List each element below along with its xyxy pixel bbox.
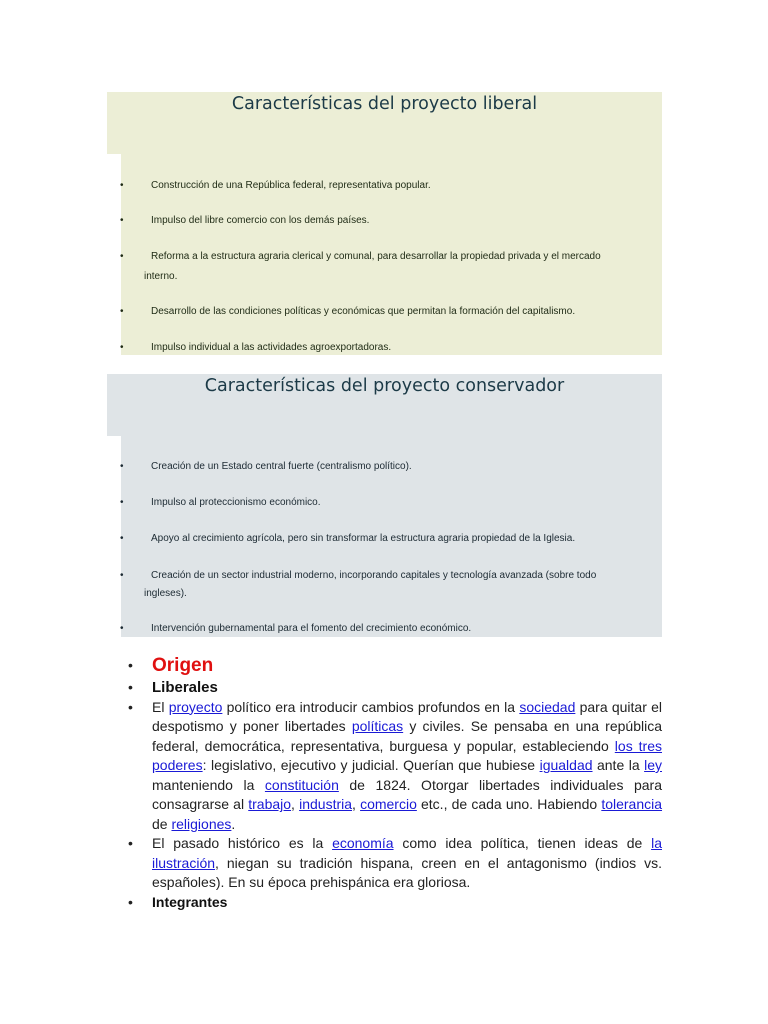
link-igualdad[interactable]: igualdad: [539, 757, 593, 773]
bullet: •: [120, 533, 124, 544]
bullet: •: [128, 657, 133, 673]
section-heading-origen: Origen: [152, 655, 214, 676]
list-item-continuation: interno.: [144, 271, 178, 282]
bullet: •: [128, 835, 133, 851]
link-economia[interactable]: economía: [332, 835, 394, 851]
bullet: •: [128, 698, 133, 715]
link-politicas[interactable]: políticas: [351, 718, 404, 734]
list-item: • Desarrollo de las condiciones políticas y económicas que permitan la formación del capitalismo.: [120, 302, 640, 321]
bullet: •: [120, 570, 124, 581]
list-item-liberales: [128, 678, 662, 698]
bullet: •: [120, 180, 124, 191]
bullet: •: [120, 497, 124, 508]
link-ley[interactable]: ley: [644, 757, 662, 773]
subheading-integrantes: Integrantes: [152, 893, 228, 910]
paragraph-proyecto: • El proyecto político era introducir cambios profundos en la sociedad para quitar el despotismo y poner libertades políticas y civiles. Se pensaba en una república federal, democrática, representativa, burguesa y popular, estableciendo los tres poderes: legislativo, ejecutivo y judicial. Querían que hubiese igualdad ante la ley manteniendo la constitución de 1824. Otorgar libertades individuales para consagrarse al trabajo, industria, comercio etc., de cada uno. Habiendo tolerancia de religiones.: [128, 698, 663, 832]
panel-notch: [107, 154, 121, 355]
list-item: • Impulso al proteccionismo económico.: [120, 493, 640, 512]
link-los-tres-poderes[interactable]: los tres poderes: [152, 737, 662, 773]
list-item: • Construcción de una República federal, representativa popular.: [120, 176, 640, 195]
link-trabajo[interactable]: trabajo: [248, 796, 292, 812]
list-item-origen: [128, 654, 662, 678]
link-constitucion[interactable]: constitución: [264, 776, 339, 793]
panel-notch: [107, 436, 121, 637]
link-tolerancia[interactable]: tolerancia: [601, 796, 663, 812]
list-item: • Impulso del libre comercio con los demás países.: [120, 211, 640, 230]
bullet: •: [120, 215, 124, 226]
list-item-integrantes: [128, 893, 662, 913]
liberal-header: [107, 92, 662, 154]
bullet: •: [128, 679, 133, 695]
list-item-continuation: ingleses).: [144, 588, 187, 599]
bullet: •: [120, 251, 124, 262]
list-item: • Reforma a la estructura agraria clerical y comunal, para desarrollar la propiedad privada y el mercado: [120, 247, 640, 266]
link-religiones[interactable]: religiones: [171, 815, 232, 832]
conservador-title: Características del proyecto conservador: [204, 376, 565, 396]
link-sociedad[interactable]: sociedad: [519, 698, 576, 715]
bullet: •: [120, 461, 124, 472]
conservador-header: [107, 374, 662, 436]
list-item: • Creación de un Estado central fuerte (centralismo político).: [120, 457, 640, 476]
list-item: • Impulso individual a las actividades agroexportadoras.: [120, 338, 640, 357]
subheading-liberales: Liberales: [152, 679, 218, 696]
link-proyecto[interactable]: proyecto: [168, 698, 223, 715]
paragraph-pasado-historico: • El pasado histórico es la economía como idea política, tienen ideas de la ilustración, niegan su tradición hispana, creen en el antagonismo (indios vs. españoles). En su época prehispánica era gloriosa.: [128, 835, 662, 890]
list-item: • Creación de un sector industrial moderno, incorporando capitales y tecnología avanzada (sobre todo: [120, 566, 640, 585]
bullet: •: [120, 306, 124, 317]
article-body: [128, 654, 662, 912]
link-comercio[interactable]: comercio: [360, 796, 417, 812]
list-item: • Apoyo al crecimiento agrícola, pero sin transformar la estructura agraria propiedad de la Iglesia.: [120, 529, 640, 548]
bullet: •: [120, 623, 124, 634]
bullet: •: [120, 342, 124, 353]
liberal-title: Características del proyecto liberal: [231, 94, 538, 114]
bullet: •: [128, 893, 133, 910]
link-la-ilustracion[interactable]: la ilustración: [152, 835, 662, 871]
link-industria[interactable]: industria: [299, 796, 353, 812]
list-item: • Intervención gubernamental para el fomento del crecimiento económico.: [120, 619, 640, 638]
